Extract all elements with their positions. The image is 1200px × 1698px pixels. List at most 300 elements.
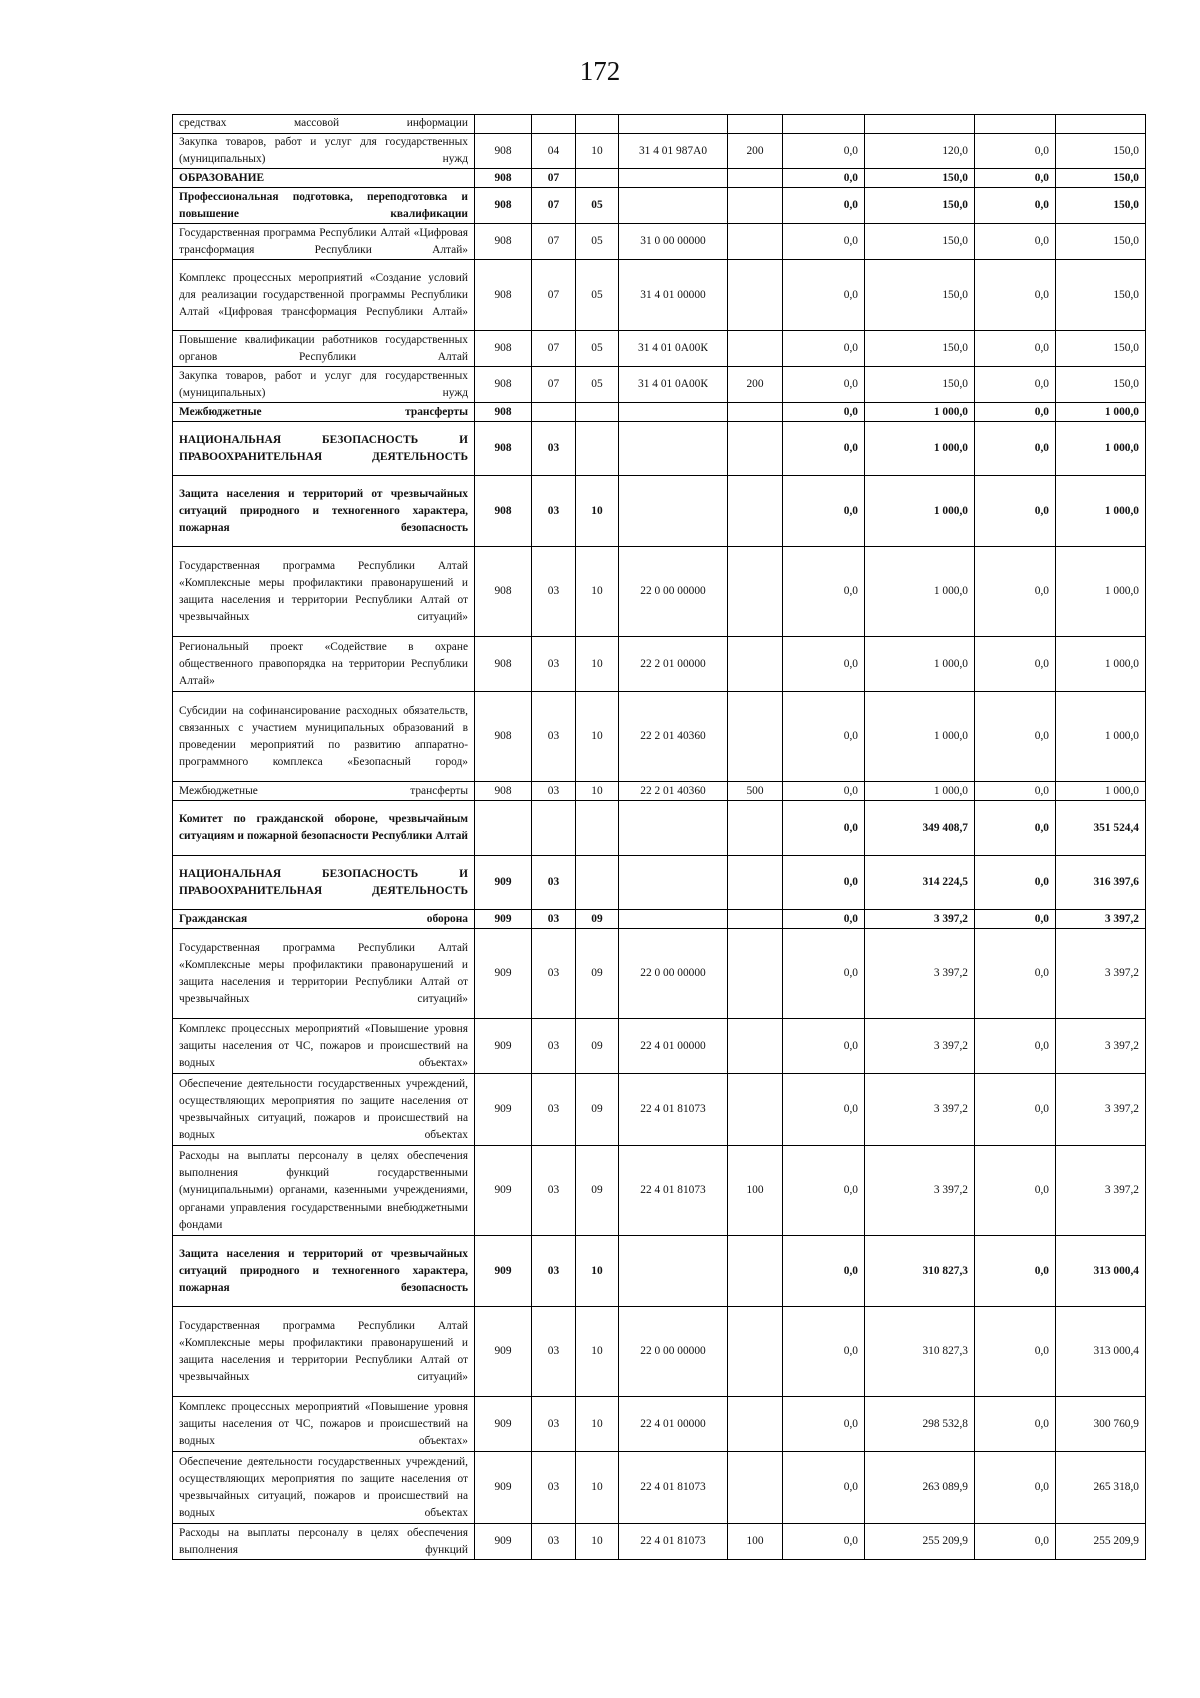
row-amount-4: 3 397,2 [1056,1146,1146,1236]
row-amount-4: 150,0 [1056,260,1146,331]
row-amount-2: 150,0 [865,224,975,260]
row-description: Защита населения и территорий от чрезвычайных ситуаций природного и техногенного характера, пожарная безопасность [173,1236,475,1307]
table-row [173,476,1146,547]
row-grbs-code: 908 [475,260,532,331]
row-amount-2: 1 000,0 [865,692,975,782]
row-amount-3: 0,0 [975,1019,1056,1074]
row-expense-type-code: 200 [728,134,783,169]
row-subsection-code [576,856,619,910]
row-target-article-code [619,188,728,224]
row-amount-4: 313 000,4 [1056,1307,1146,1397]
row-amount-3: 0,0 [975,1397,1056,1452]
row-amount-3: 0,0 [975,910,1056,929]
row-subsection-code: 09 [576,1074,619,1146]
row-section-code: 07 [532,188,576,224]
row-subsection-code: 10 [576,476,619,547]
row-grbs-code: 908 [475,476,532,547]
row-description: Профессиональная подготовка, переподготовка и повышение квалификации [173,188,475,224]
row-target-article-code: 22 2 01 40360 [619,782,728,801]
row-section-code: 03 [532,1452,576,1524]
row-section-code: 07 [532,331,576,367]
row-section-code: 03 [532,910,576,929]
row-section-code [532,801,576,856]
row-expense-type-code [728,1452,783,1524]
row-amount-2: 120,0 [865,134,975,169]
row-amount-3: 0,0 [975,801,1056,856]
row-amount-2: 150,0 [865,260,975,331]
row-amount-3: 0,0 [975,1307,1056,1397]
row-expense-type-code [728,692,783,782]
row-grbs-code: 908 [475,403,532,422]
row-amount-4: 1 000,0 [1056,692,1146,782]
row-description: Расходы на выплаты персоналу в целях обеспечения выполнения функций государственными (муниципальными) органами, казенными учреждениями, органами управления государственными внебюджетными фондами [173,1146,475,1236]
row-amount-1: 0,0 [783,367,865,403]
row-amount-2: 1 000,0 [865,547,975,637]
row-description: НАЦИОНАЛЬНАЯ БЕЗОПАСНОСТЬ И ПРАВООХРАНИТЕЛЬНАЯ ДЕЯТЕЛЬНОСТЬ [173,856,475,910]
row-amount-1: 0,0 [783,1074,865,1146]
row-amount-2: 349 408,7 [865,801,975,856]
row-amount-3: 0,0 [975,331,1056,367]
row-amount-1: 0,0 [783,260,865,331]
row-amount-1: 0,0 [783,331,865,367]
row-target-article-code: 22 4 01 81073 [619,1074,728,1146]
row-target-article-code: 22 4 01 81073 [619,1524,728,1560]
row-amount-1: 0,0 [783,910,865,929]
row-target-article-code: 31 4 01 0А00К [619,367,728,403]
row-amount-3: 0,0 [975,856,1056,910]
page-number: 172 [579,56,621,86]
row-grbs-code: 909 [475,1452,532,1524]
row-target-article-code [619,476,728,547]
row-amount-2: 1 000,0 [865,637,975,692]
row-subsection-code: 05 [576,188,619,224]
row-amount-2: 150,0 [865,169,975,188]
row-section-code: 03 [532,1397,576,1452]
row-subsection-code: 10 [576,1397,619,1452]
row-grbs-code: 909 [475,929,532,1019]
row-amount-3: 0,0 [975,260,1056,331]
row-amount-3 [975,115,1056,134]
row-amount-1: 0,0 [783,547,865,637]
row-target-article-code [619,115,728,134]
row-section-code: 03 [532,782,576,801]
row-amount-3: 0,0 [975,782,1056,801]
row-expense-type-code [728,331,783,367]
row-grbs-code: 909 [475,1524,532,1560]
row-target-article-code [619,801,728,856]
row-amount-1: 0,0 [783,782,865,801]
row-amount-1: 0,0 [783,1307,865,1397]
row-subsection-code: 10 [576,134,619,169]
row-grbs-code: 908 [475,169,532,188]
row-amount-1: 0,0 [783,1146,865,1236]
row-grbs-code: 908 [475,692,532,782]
row-description: Закупка товаров, работ и услуг для государственных (муниципальных) нужд [173,134,475,169]
row-amount-2: 3 397,2 [865,929,975,1019]
row-target-article-code [619,856,728,910]
row-grbs-code: 909 [475,1146,532,1236]
row-target-article-code: 31 4 01 987А0 [619,134,728,169]
row-expense-type-code [728,856,783,910]
row-amount-2 [865,115,975,134]
row-amount-3: 0,0 [975,1146,1056,1236]
row-grbs-code: 908 [475,547,532,637]
budget-table [172,114,1146,1560]
row-grbs-code: 909 [475,1074,532,1146]
table-row [173,1397,1146,1452]
row-description: Расходы на выплаты персоналу в целях обеспечения выполнения функций [173,1524,475,1560]
row-section-code: 07 [532,169,576,188]
row-target-article-code [619,169,728,188]
row-amount-2: 150,0 [865,367,975,403]
row-description: Межбюджетные трансферты [173,403,475,422]
row-amount-3: 0,0 [975,169,1056,188]
row-amount-3: 0,0 [975,547,1056,637]
row-expense-type-code [728,224,783,260]
row-section-code: 03 [532,1019,576,1074]
row-description: Региональный проект «Содействие в охране общественного правопорядка на территории Республики Алтай» [173,637,475,692]
row-subsection-code: 09 [576,929,619,1019]
row-grbs-code: 908 [475,782,532,801]
row-amount-1: 0,0 [783,1019,865,1074]
row-amount-4: 150,0 [1056,188,1146,224]
row-description: Обеспечение деятельности государственных учреждений, осуществляющих мероприятия по защите населения от чрезвычайных ситуаций, пожаров и происшествий на водных объектах [173,1452,475,1524]
row-subsection-code [576,801,619,856]
row-amount-2: 1 000,0 [865,422,975,476]
row-section-code: 03 [532,692,576,782]
row-subsection-code: 10 [576,782,619,801]
row-subsection-code: 09 [576,1146,619,1236]
row-amount-2: 3 397,2 [865,1074,975,1146]
row-description: ОБРАЗОВАНИЕ [173,169,475,188]
row-target-article-code [619,910,728,929]
row-grbs-code: 908 [475,637,532,692]
row-grbs-code: 909 [475,1397,532,1452]
row-expense-type-code [728,929,783,1019]
row-amount-4: 150,0 [1056,169,1146,188]
row-subsection-code [576,422,619,476]
row-expense-type-code [728,476,783,547]
row-description: Комплекс процессных мероприятий «Повышение уровня защиты населения от ЧС, пожаров и происшествий на водных объектах» [173,1019,475,1074]
table-row [173,929,1146,1019]
row-subsection-code [576,403,619,422]
table-row [173,547,1146,637]
row-section-code: 03 [532,929,576,1019]
row-subsection-code: 05 [576,224,619,260]
row-section-code: 03 [532,422,576,476]
row-section-code [532,403,576,422]
row-amount-2: 3 397,2 [865,910,975,929]
row-amount-2: 310 827,3 [865,1236,975,1307]
row-description: Гражданская оборона [173,910,475,929]
row-amount-1: 0,0 [783,801,865,856]
row-amount-1: 0,0 [783,1452,865,1524]
row-target-article-code [619,1236,728,1307]
row-target-article-code: 22 2 01 40360 [619,692,728,782]
row-amount-4: 150,0 [1056,367,1146,403]
row-subsection-code: 09 [576,1019,619,1074]
table-row [173,422,1146,476]
row-expense-type-code [728,1019,783,1074]
row-amount-2: 298 532,8 [865,1397,975,1452]
row-subsection-code: 10 [576,1236,619,1307]
row-amount-4: 1 000,0 [1056,422,1146,476]
table-row [173,1019,1146,1074]
row-amount-2: 3 397,2 [865,1146,975,1236]
row-section-code: 03 [532,1236,576,1307]
row-amount-4: 313 000,4 [1056,1236,1146,1307]
row-section-code: 07 [532,224,576,260]
row-description: Государственная программа Республики Алтай «Комплексные меры профилактики правонарушений и защита населения и территории Республики Алтай от чрезвычайных ситуаций» [173,1307,475,1397]
row-grbs-code: 908 [475,367,532,403]
row-description: Повышение квалификации работников государственных органов Республики Алтай [173,331,475,367]
row-subsection-code: 10 [576,1452,619,1524]
row-amount-2: 150,0 [865,188,975,224]
row-amount-3: 0,0 [975,188,1056,224]
row-expense-type-code: 200 [728,367,783,403]
row-target-article-code: 22 0 00 00000 [619,547,728,637]
row-amount-4: 300 760,9 [1056,1397,1146,1452]
row-target-article-code: 31 0 00 00000 [619,224,728,260]
row-target-article-code: 22 4 01 81073 [619,1146,728,1236]
row-amount-2: 314 224,5 [865,856,975,910]
table-row [173,910,1146,929]
row-amount-1: 0,0 [783,188,865,224]
row-amount-2: 255 209,9 [865,1524,975,1560]
row-grbs-code: 908 [475,422,532,476]
table-row [173,692,1146,782]
row-grbs-code: 908 [475,224,532,260]
row-amount-3: 0,0 [975,1236,1056,1307]
table-row [173,1452,1146,1524]
row-amount-3: 0,0 [975,367,1056,403]
row-amount-2: 150,0 [865,331,975,367]
row-target-article-code: 31 4 01 00000 [619,260,728,331]
row-grbs-code: 908 [475,134,532,169]
row-amount-4: 1 000,0 [1056,476,1146,547]
row-amount-1: 0,0 [783,856,865,910]
table-row [173,134,1146,169]
row-target-article-code [619,403,728,422]
row-amount-2: 3 397,2 [865,1019,975,1074]
row-amount-3: 0,0 [975,403,1056,422]
table-row [173,331,1146,367]
row-subsection-code: 09 [576,910,619,929]
row-expense-type-code [728,1074,783,1146]
row-description: Субсидии на софинансирование расходных обязательств, связанных с участием муниципальных образований в проведении мероприятий по развитию аппаратно-программного комплекса «Безопасный город» [173,692,475,782]
row-amount-2: 263 089,9 [865,1452,975,1524]
row-amount-3: 0,0 [975,224,1056,260]
row-section-code: 03 [532,1524,576,1560]
table-row [173,260,1146,331]
row-section-code: 07 [532,367,576,403]
table-row [173,224,1146,260]
row-amount-4: 3 397,2 [1056,910,1146,929]
row-amount-1: 0,0 [783,169,865,188]
row-expense-type-code [728,260,783,331]
row-amount-2: 310 827,3 [865,1307,975,1397]
row-expense-type-code [728,115,783,134]
row-amount-3: 0,0 [975,1452,1056,1524]
table-row [173,637,1146,692]
row-description: Закупка товаров, работ и услуг для государственных (муниципальных) нужд [173,367,475,403]
row-expense-type-code [728,422,783,476]
row-description: Комитет по гражданской обороне, чрезвычайным ситуациям и пожарной безопасности Республики Алтай [173,801,475,856]
row-target-article-code: 22 0 00 00000 [619,1307,728,1397]
row-expense-type-code [728,547,783,637]
row-expense-type-code [728,1236,783,1307]
table-row [173,188,1146,224]
row-subsection-code: 10 [576,637,619,692]
row-amount-4: 1 000,0 [1056,547,1146,637]
table-row [173,856,1146,910]
row-amount-4: 316 397,6 [1056,856,1146,910]
budget-table-body [173,115,1146,1560]
row-amount-3: 0,0 [975,1524,1056,1560]
row-expense-type-code: 500 [728,782,783,801]
row-grbs-code: 909 [475,1236,532,1307]
table-row [173,115,1146,134]
row-subsection-code [576,169,619,188]
row-subsection-code [576,115,619,134]
row-amount-3: 0,0 [975,692,1056,782]
row-section-code: 07 [532,260,576,331]
row-description: Государственная программа Республики Алтай «Комплексные меры профилактики правонарушений и защита населения и территории Республики Алтай от чрезвычайных ситуаций» [173,929,475,1019]
table-row [173,403,1146,422]
row-amount-3: 0,0 [975,929,1056,1019]
row-amount-4: 1 000,0 [1056,403,1146,422]
row-target-article-code: 22 2 01 00000 [619,637,728,692]
row-amount-4: 1 000,0 [1056,782,1146,801]
row-description: средствах массовой информации [173,115,475,134]
row-amount-1: 0,0 [783,1524,865,1560]
table-row [173,1146,1146,1236]
row-amount-2: 1 000,0 [865,476,975,547]
row-amount-4: 150,0 [1056,224,1146,260]
row-section-code: 03 [532,547,576,637]
row-subsection-code: 10 [576,1307,619,1397]
table-row [173,782,1146,801]
row-amount-4: 150,0 [1056,331,1146,367]
row-subsection-code: 10 [576,547,619,637]
row-subsection-code: 05 [576,260,619,331]
row-amount-4: 265 318,0 [1056,1452,1146,1524]
row-amount-1: 0,0 [783,1236,865,1307]
row-target-article-code: 22 4 01 00000 [619,1019,728,1074]
row-grbs-code: 909 [475,1019,532,1074]
row-grbs-code: 909 [475,910,532,929]
row-expense-type-code [728,403,783,422]
table-row [173,367,1146,403]
row-section-code: 03 [532,637,576,692]
table-row [173,1074,1146,1146]
row-amount-4: 3 397,2 [1056,1074,1146,1146]
row-subsection-code: 05 [576,367,619,403]
row-description: Обеспечение деятельности государственных учреждений, осуществляющих мероприятия по защите населения от чрезвычайных ситуаций, пожаров и происшествий на водных объектах [173,1074,475,1146]
row-amount-3: 0,0 [975,476,1056,547]
row-section-code: 03 [532,1307,576,1397]
row-target-article-code: 22 4 01 00000 [619,1397,728,1452]
row-description: Защита населения и территорий от чрезвычайных ситуаций природного и техногенного характера, пожарная безопасность [173,476,475,547]
row-amount-3: 0,0 [975,1074,1056,1146]
row-expense-type-code [728,801,783,856]
row-amount-3: 0,0 [975,134,1056,169]
row-description: Государственная программа Республики Алтай «Комплексные меры профилактики правонарушений и защита населения и территории Республики Алтай от чрезвычайных ситуаций» [173,547,475,637]
row-amount-3: 0,0 [975,637,1056,692]
table-row [173,1524,1146,1560]
row-target-article-code: 31 4 01 0А00К [619,331,728,367]
row-expense-type-code [728,188,783,224]
row-amount-1 [783,115,865,134]
row-description: Государственная программа Республики Алтай «Цифровая трансформация Республики Алтай» [173,224,475,260]
row-section-code: 03 [532,476,576,547]
row-grbs-code: 909 [475,1307,532,1397]
table-row [173,801,1146,856]
row-expense-type-code: 100 [728,1146,783,1236]
row-description: НАЦИОНАЛЬНАЯ БЕЗОПАСНОСТЬ И ПРАВООХРАНИТЕЛЬНАЯ ДЕЯТЕЛЬНОСТЬ [173,422,475,476]
row-expense-type-code [728,1397,783,1452]
row-amount-1: 0,0 [783,692,865,782]
row-amount-1: 0,0 [783,637,865,692]
row-expense-type-code: 100 [728,1524,783,1560]
row-amount-4 [1056,115,1146,134]
row-section-code: 03 [532,856,576,910]
row-expense-type-code [728,910,783,929]
row-amount-1: 0,0 [783,476,865,547]
table-row [173,1307,1146,1397]
row-description: Межбюджетные трансферты [173,782,475,801]
row-expense-type-code [728,169,783,188]
row-amount-2: 1 000,0 [865,403,975,422]
row-amount-4: 3 397,2 [1056,929,1146,1019]
row-amount-1: 0,0 [783,422,865,476]
row-target-article-code [619,422,728,476]
row-grbs-code: 908 [475,331,532,367]
row-subsection-code: 10 [576,1524,619,1560]
row-grbs-code [475,801,532,856]
row-grbs-code [475,115,532,134]
row-amount-4: 351 524,4 [1056,801,1146,856]
table-row [173,169,1146,188]
row-amount-2: 1 000,0 [865,782,975,801]
row-target-article-code: 22 4 01 81073 [619,1452,728,1524]
row-amount-1: 0,0 [783,224,865,260]
row-grbs-code: 908 [475,188,532,224]
row-expense-type-code [728,637,783,692]
row-subsection-code: 10 [576,692,619,782]
row-description: Комплекс процессных мероприятий «Создание условий для реализации государственной программы Республики Алтай «Цифровая трансформация Республики Алтай» [173,260,475,331]
row-amount-1: 0,0 [783,134,865,169]
row-expense-type-code [728,1307,783,1397]
row-amount-4: 1 000,0 [1056,637,1146,692]
row-amount-1: 0,0 [783,1397,865,1452]
row-section-code: 04 [532,134,576,169]
row-section-code: 03 [532,1074,576,1146]
row-subsection-code: 05 [576,331,619,367]
row-section-code [532,115,576,134]
row-amount-4: 255 209,9 [1056,1524,1146,1560]
table-row [173,1236,1146,1307]
row-grbs-code: 909 [475,856,532,910]
row-section-code: 03 [532,1146,576,1236]
row-amount-4: 150,0 [1056,134,1146,169]
row-target-article-code: 22 0 00 00000 [619,929,728,1019]
row-amount-1: 0,0 [783,403,865,422]
row-description: Комплекс процессных мероприятий «Повышение уровня защиты населения от ЧС, пожаров и происшествий на водных объектах» [173,1397,475,1452]
row-amount-3: 0,0 [975,422,1056,476]
row-amount-1: 0,0 [783,929,865,1019]
row-amount-4: 3 397,2 [1056,1019,1146,1074]
